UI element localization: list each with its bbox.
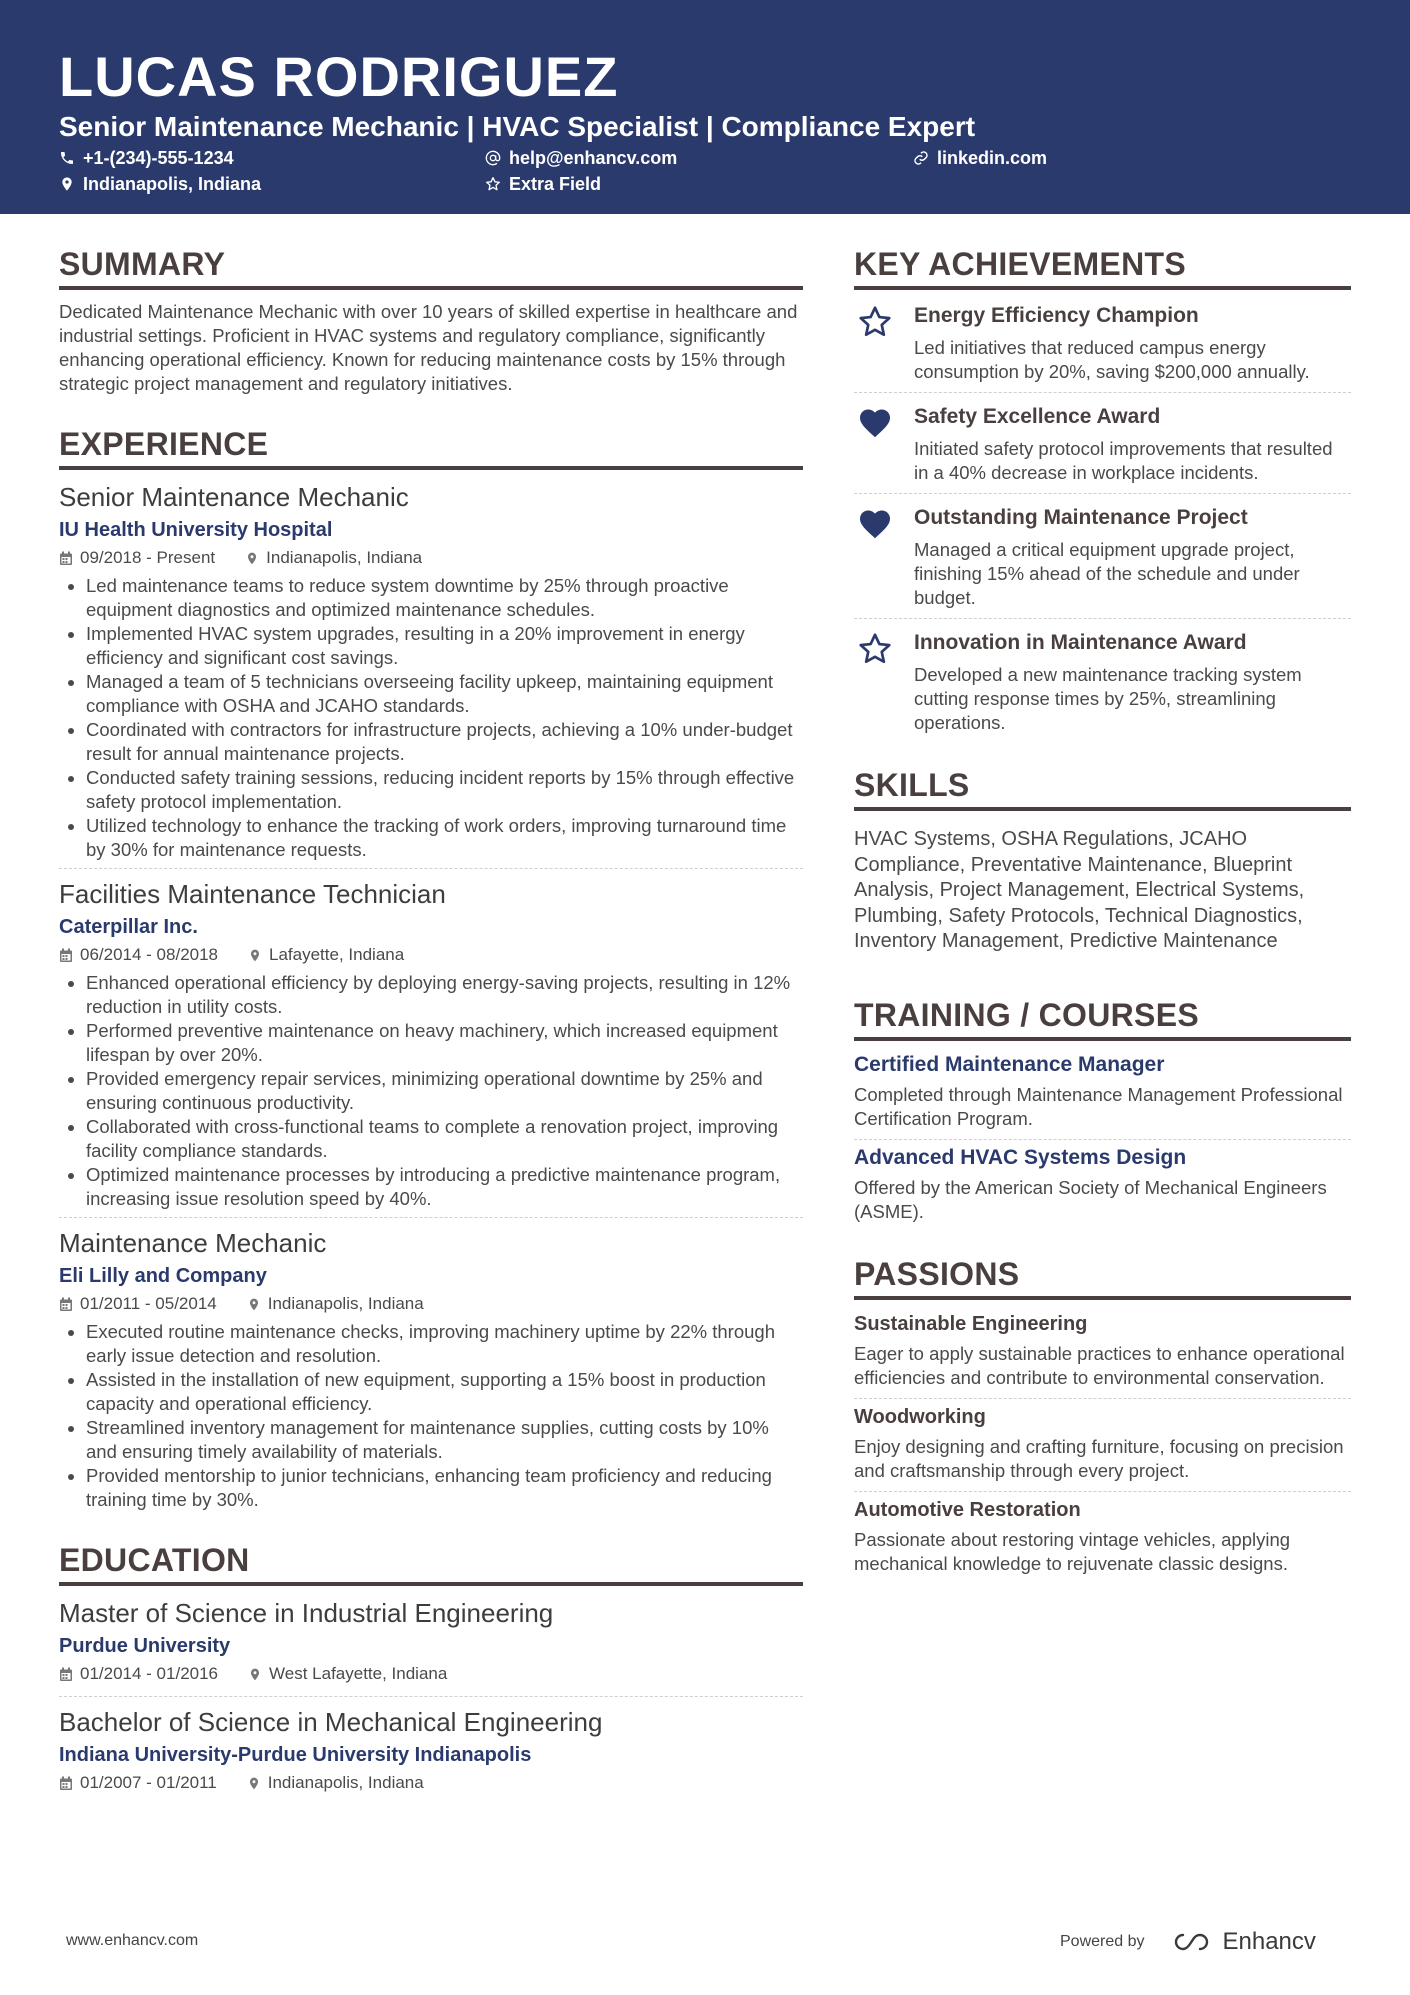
company-name: Eli Lilly and Company xyxy=(59,1265,267,1287)
heart-icon xyxy=(856,506,894,542)
bullet-item: • Conducted safety training sessions, reducing incident reports by 15% through effective safety protocol implementation. xyxy=(86,766,803,814)
bullet-item: • Enhanced operational efficiency by deploying energy-saving projects, resulting in 12% reduction in utility costs. xyxy=(86,971,803,1019)
company-name: Caterpillar Inc. xyxy=(59,916,198,938)
bullet-item: • Implemented HVAC system upgrades, resulting in a 20% improvement in energy efficiency and significant cost savings. xyxy=(86,622,803,670)
achievement-title: Outstanding Maintenance Project xyxy=(914,506,1248,529)
education-meta xyxy=(59,1771,803,1795)
star-icon xyxy=(856,631,894,667)
job-bullets xyxy=(59,971,803,1211)
passions-heading: PASSIONS xyxy=(854,1254,1351,1300)
experience-heading: EXPERIENCE xyxy=(59,424,803,470)
skills-heading: SKILLS xyxy=(854,765,1351,811)
star-outline-icon xyxy=(485,176,501,192)
achievement-item xyxy=(854,494,1351,619)
achievement-title: Safety Excellence Award xyxy=(914,405,1161,428)
map-pin-icon xyxy=(247,1297,261,1312)
calendar-icon xyxy=(59,1667,73,1682)
bullet-item: • Executed routine maintenance checks, improving machinery uptime by 22% through early issue detection and resolution. xyxy=(86,1320,803,1368)
bullet-item: • Provided emergency repair services, minimizing operational downtime by 25% and ensuring continuous productivity. xyxy=(86,1067,803,1115)
footer-branding[interactable] xyxy=(1060,1928,1316,1956)
education-dates: 01/2007 - 01/2011 xyxy=(80,1773,217,1792)
bullet-item: • Streamlined inventory management for maintenance supplies, cutting costs by 10% and ensuring timely availability of materials. xyxy=(86,1416,803,1464)
bullet-item: • Optimized maintenance processes by introducing a predictive maintenance program, increasing issue resolution speed by 40%. xyxy=(86,1163,803,1211)
job-dates: 09/2018 - Present xyxy=(80,548,216,567)
course-item xyxy=(854,1140,1351,1232)
candidate-title: Senior Maintenance Mechanic | HVAC Specialist | Compliance Expert xyxy=(59,111,976,142)
email-text: help@enhancv.com xyxy=(509,148,678,168)
resume-header xyxy=(0,0,1410,214)
education-dates: 01/2014 - 01/2016 xyxy=(80,1664,219,1683)
linkedin-text: linkedin.com xyxy=(937,148,1048,168)
contact-location xyxy=(59,172,261,196)
achievement-desc: Developed a new maintenance tracking system cutting response times by 25%, streamlining operations. xyxy=(914,664,1302,733)
company-name: IU Health University Hospital xyxy=(59,519,333,541)
achievements-heading: KEY ACHIEVEMENTS xyxy=(854,244,1351,290)
education-meta xyxy=(59,1662,803,1686)
enhancv-logo xyxy=(1169,1928,1316,1956)
achievement-desc: Led initiatives that reduced campus energy consumption by 20%, saving $200,000 annually. xyxy=(914,337,1310,382)
job-location: Indianapolis, Indiana xyxy=(267,1294,424,1313)
job-bullets xyxy=(59,574,803,862)
job-dates: 06/2014 - 08/2018 xyxy=(80,945,219,964)
heart-icon xyxy=(856,405,894,441)
job-meta xyxy=(59,1292,803,1316)
passion-item xyxy=(854,1399,1351,1492)
extra-field-text: Extra Field xyxy=(509,174,602,194)
job-meta xyxy=(59,546,803,570)
bullet-item: • Provided mentorship to junior technicians, enhancing team proficiency and reducing training time by 30%. xyxy=(86,1464,803,1512)
job-title: Facilities Maintenance Technician xyxy=(59,879,446,909)
map-pin-icon xyxy=(247,1776,261,1791)
candidate-name: LUCAS RODRIGUEZ xyxy=(59,45,619,108)
job-meta xyxy=(59,943,803,967)
passion-title: Sustainable Engineering xyxy=(854,1312,1088,1335)
job-location: Indianapolis, Indiana xyxy=(266,548,423,567)
job-bullets xyxy=(59,1320,803,1512)
course-desc: Completed through Maintenance Management Professional Certification Program. xyxy=(854,1083,1343,1129)
course-desc: Offered by the American Society of Mechanical Engineers (ASME). xyxy=(854,1176,1327,1222)
bullet-item: • Assisted in the installation of new equipment, supporting a 15% boost in production capacity and operational efficiency. xyxy=(86,1368,803,1416)
at-icon xyxy=(485,150,501,166)
bullet-item: • Coordinated with contractors for infrastructure projects, achieving a 10% under-budget result for annual maintenance projects. xyxy=(86,718,803,766)
experience-item xyxy=(59,480,803,869)
job-location: Lafayette, Indiana xyxy=(269,945,405,964)
contact-extra xyxy=(485,172,601,196)
school-name: Purdue University xyxy=(59,1635,231,1657)
bullet-item: • Managed a team of 5 technicians overseeing facility upkeep, maintaining equipment compliance with OSHA and JCAHO standards. xyxy=(86,670,803,718)
right-column xyxy=(854,244,1351,1584)
star-icon xyxy=(856,304,894,340)
phone-icon xyxy=(59,150,75,166)
map-pin-icon xyxy=(248,1667,262,1682)
achievement-title: Energy Efficiency Champion xyxy=(914,304,1199,327)
passion-desc: Enjoy designing and crafting furniture, focusing on precision and craftsmanship through every project. xyxy=(854,1435,1344,1481)
calendar-icon xyxy=(59,1297,73,1312)
course-item xyxy=(854,1047,1351,1140)
passion-title: Automotive Restoration xyxy=(854,1498,1081,1521)
contact-email[interactable] xyxy=(485,146,677,170)
achievement-desc: Initiated safety protocol improvements that resulted in a 40% decrease in workplace incidents. xyxy=(914,438,1333,483)
passion-title: Woodworking xyxy=(854,1405,986,1428)
course-title: Certified Maintenance Manager xyxy=(854,1052,1165,1076)
map-pin-icon xyxy=(245,551,259,566)
achievement-item xyxy=(854,393,1351,494)
left-column xyxy=(59,244,803,1813)
phone-text: +1-(234)-555-1234 xyxy=(83,148,234,168)
contact-phone[interactable] xyxy=(59,146,234,170)
education-item xyxy=(59,1596,803,1697)
education-location: Indianapolis, Indiana xyxy=(267,1773,424,1792)
passion-item xyxy=(854,1306,1351,1399)
contact-linkedin[interactable] xyxy=(913,146,1047,170)
school-name: Indiana University-Purdue University Indianapolis xyxy=(59,1744,532,1766)
enhancv-logo-icon xyxy=(1169,1930,1215,1954)
experience-item xyxy=(59,1226,803,1518)
achievement-item xyxy=(854,292,1351,393)
job-title: Maintenance Mechanic xyxy=(59,1228,327,1258)
location-text: Indianapolis, Indiana xyxy=(83,174,262,194)
skills-list: HVAC Systems, OSHA Regulations, JCAHO Compliance, Preventative Maintenance, Blueprint Analysis, Project Management, Electrical Systems, Plumbing, Safety Protocols, Technical Diagnostics, Inventory Management, Predictive Maintenance xyxy=(854,828,1305,952)
bullet-item: • Led maintenance teams to reduce system downtime by 25% through proactive equipment diagnostics and optimized maintenance schedules. xyxy=(86,574,803,622)
job-title: Senior Maintenance Mechanic xyxy=(59,482,409,512)
passion-desc: Passionate about restoring vintage vehicles, applying mechanical knowledge to rejuvenate classic designs. xyxy=(854,1528,1291,1574)
education-heading: EDUCATION xyxy=(59,1540,803,1586)
achievement-item xyxy=(854,619,1351,743)
summary-heading: SUMMARY xyxy=(59,244,803,290)
summary-text: Dedicated Maintenance Mechanic with over 10 years of skilled expertise in healthcare and industrial settings. Proficient in HVAC systems and regulatory compliance, significantly enhancing operational efficiency. Known for reducing maintenance costs by 15% through strategic project management and regulatory initiatives. xyxy=(59,301,798,394)
powered-by-label: Powered by xyxy=(1060,1933,1145,1950)
map-pin-icon xyxy=(59,176,75,192)
degree-title: Master of Science in Industrial Engineering xyxy=(59,1598,554,1628)
education-location: West Lafayette, Indiana xyxy=(269,1664,448,1683)
achievement-title: Innovation in Maintenance Award xyxy=(914,631,1247,654)
calendar-icon xyxy=(59,1776,73,1791)
bullet-item: • Performed preventive maintenance on heavy machinery, which increased equipment lifespan by over 20%. xyxy=(86,1019,803,1067)
calendar-icon xyxy=(59,948,73,963)
job-dates: 01/2011 - 05/2014 xyxy=(80,1294,217,1313)
bullet-item: • Utilized technology to enhance the tracking of work orders, improving turnaround time by 30% for maintenance requests. xyxy=(86,814,803,862)
education-item xyxy=(59,1705,803,1805)
passion-item xyxy=(854,1492,1351,1584)
passion-desc: Eager to apply sustainable practices to enhance operational efficiencies and contribute to environmental conservation. xyxy=(854,1342,1345,1388)
enhancv-brand-text: Enhancv xyxy=(1222,1928,1316,1955)
footer-website[interactable]: www.enhancv.com xyxy=(66,1932,199,1949)
achievement-desc: Managed a critical equipment upgrade project, finishing 15% ahead of the schedule and under budget. xyxy=(914,539,1300,608)
link-icon xyxy=(913,150,929,166)
calendar-icon xyxy=(59,551,73,566)
map-pin-icon xyxy=(248,948,262,963)
bullet-item: • Collaborated with cross-functional teams to complete a renovation project, improving facility compliance standards. xyxy=(86,1115,803,1163)
degree-title: Bachelor of Science in Mechanical Engineering xyxy=(59,1707,603,1737)
training-heading: TRAINING / COURSES xyxy=(854,995,1351,1041)
course-title: Advanced HVAC Systems Design xyxy=(854,1145,1187,1169)
experience-item xyxy=(59,877,803,1218)
